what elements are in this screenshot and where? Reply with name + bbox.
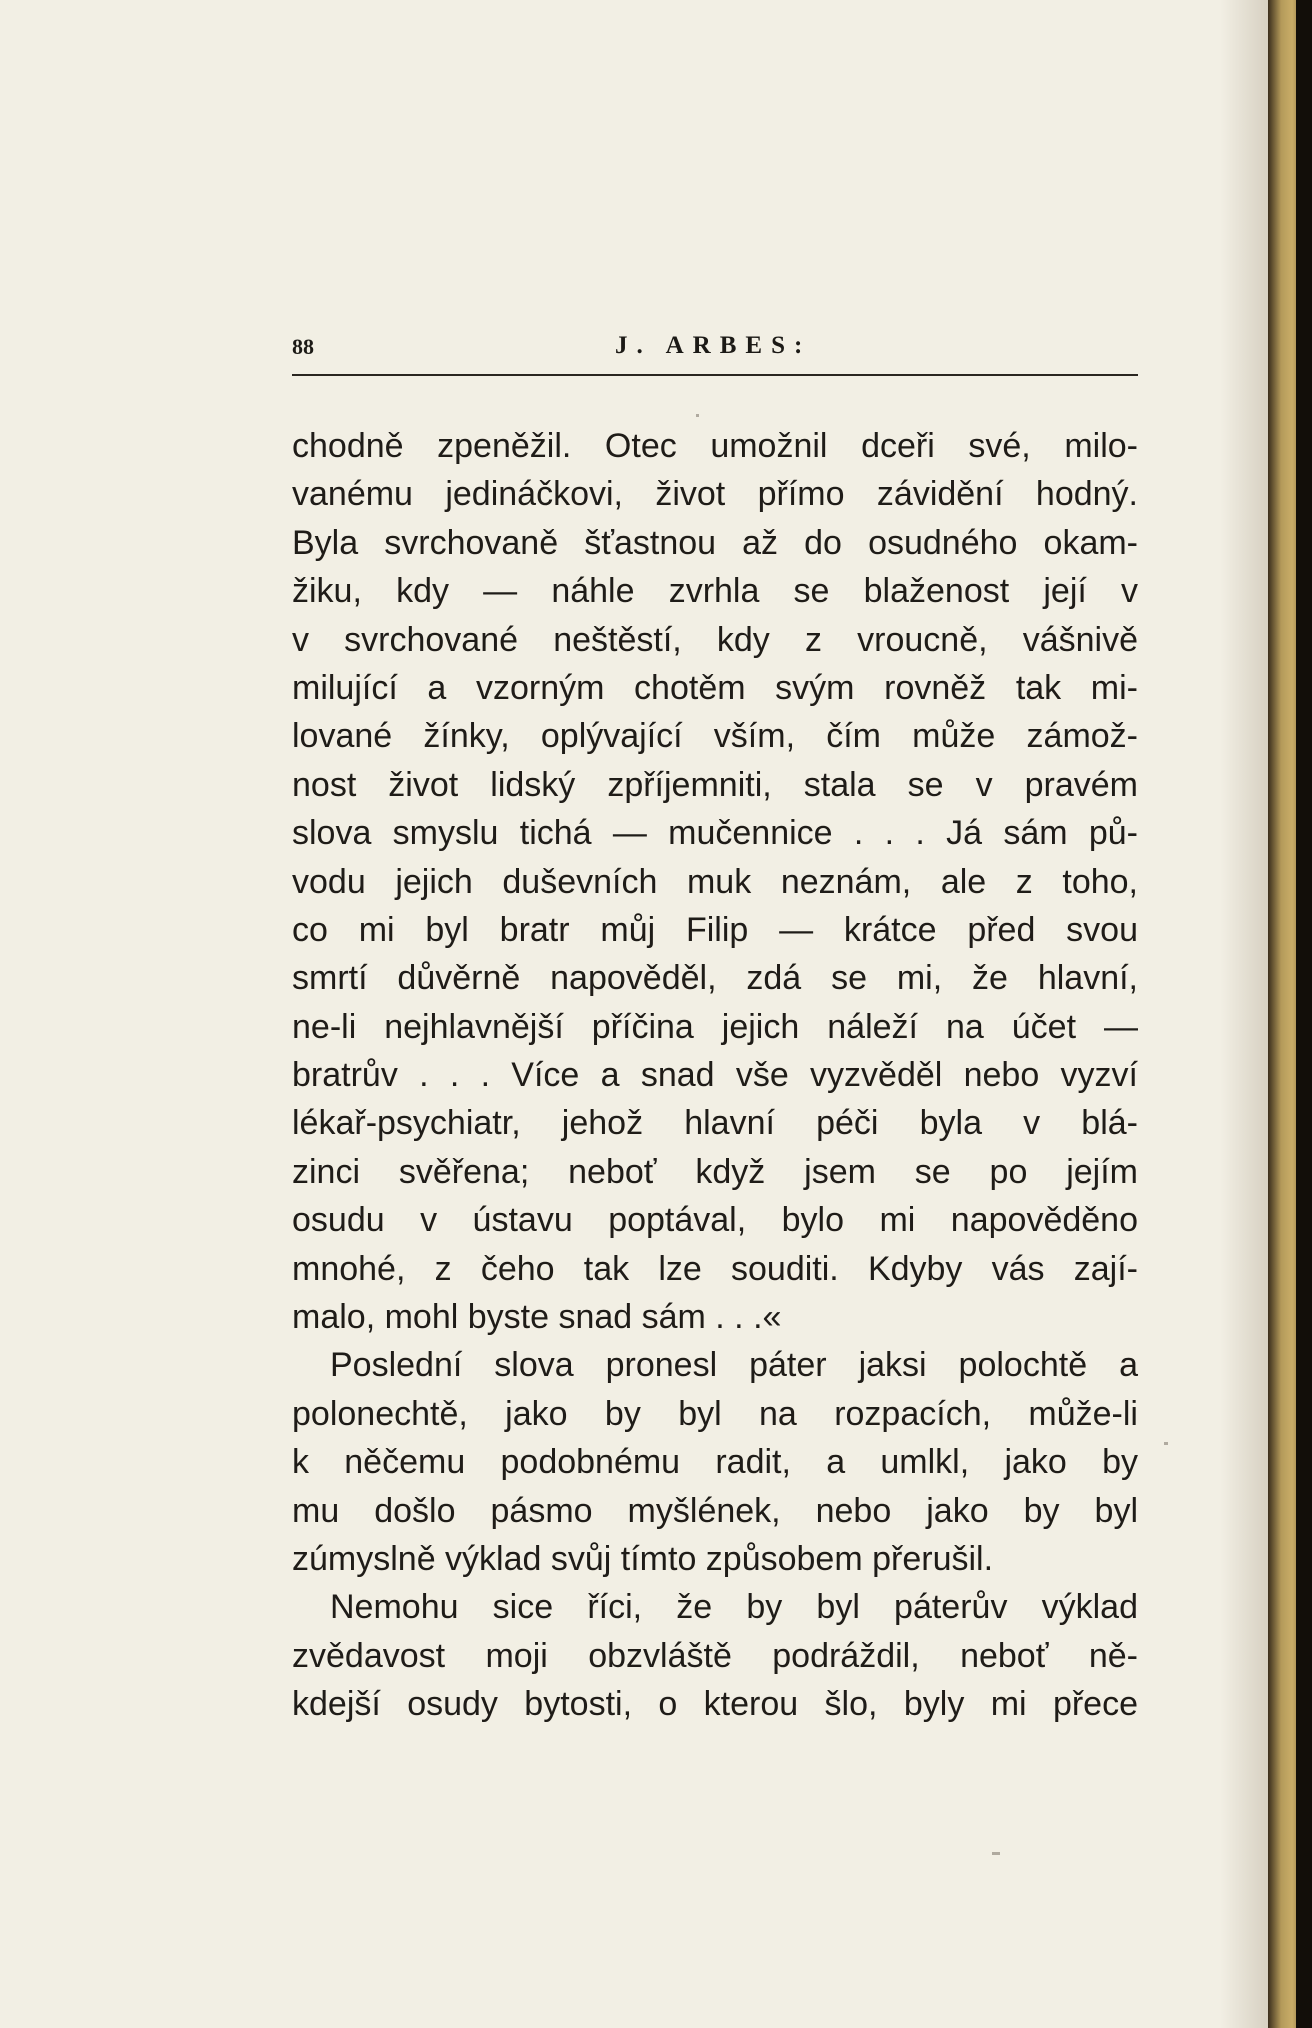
text-line: Byla svrchovaně šťastnou až do osudného okam- xyxy=(292,523,1138,562)
text-line: ne-li nejhlavnější příčina jejich náleží na účet — xyxy=(292,1007,1138,1046)
text-line: Poslední slova pronesl páter jaksi polochtě a xyxy=(330,1346,1138,1385)
paper-speck xyxy=(1164,1442,1168,1445)
text-line: žiku, kdy — náhle zvrhla se blaženost její v xyxy=(292,572,1138,611)
page-number: 88 xyxy=(292,334,314,359)
text-line: zúmyslně výklad svůj tímto způsobem přerušil. xyxy=(292,1539,994,1578)
body-text xyxy=(292,422,1138,1729)
text-line: vodu jejich duševních muk neznám, ale z toho, xyxy=(292,862,1138,901)
text-line: zinci svěřena; neboť když jsem se po jejím xyxy=(292,1152,1138,1191)
paper-speck xyxy=(992,1852,1000,1855)
header-rule xyxy=(292,374,1138,376)
page-gutter-shadow xyxy=(1220,0,1268,2028)
text-line: milující a vzorným chotěm svým rovněž tak mi- xyxy=(292,668,1138,707)
text-line: mnohé, z čeho tak lze souditi. Kdyby vás zají- xyxy=(292,1249,1138,1288)
text-line: v svrchované neštěstí, kdy z vroucně, vášnivě xyxy=(292,620,1138,659)
text-line: nost život lidský zpříjemniti, stala se v pravém xyxy=(292,765,1138,804)
book-spine-shadow xyxy=(1296,0,1312,2028)
text-line: vanému jedináčkovi, život přímo závidění hodný. xyxy=(292,475,1138,514)
page-header xyxy=(292,328,1138,374)
text-line: chodně zpeněžil. Otec umožnil dceři své, milo- xyxy=(292,427,1138,465)
text-line: slova smyslu tichá — mučennice . . . Já sám pů- xyxy=(292,814,1138,853)
text-line: osudu v ústavu poptával, bylo mi napověděno xyxy=(292,1201,1138,1240)
text-line: k něčemu podobnému radit, a umlkl, jako by xyxy=(292,1443,1138,1482)
text-line: zvědavost moji obzvláště podráždil, neboť ně- xyxy=(292,1636,1138,1675)
text-line: bratrův . . . Více a snad vše vyzvěděl nebo vyzví xyxy=(292,1056,1138,1095)
text-line: Nemohu sice říci, že by byl páterův výklad xyxy=(330,1588,1138,1627)
text-line: mu došlo pásmo myšlének, nebo jako by byl xyxy=(292,1491,1138,1530)
text-line: kdejší osudy bytosti, o kterou šlo, byly mi přece xyxy=(292,1685,1138,1724)
text-line: lékař-psychiatr, jehož hlavní péči byla v blá- xyxy=(292,1104,1138,1143)
text-line: malo, mohl byste snad sám . . .« xyxy=(292,1298,782,1337)
text-line: polonechtě, jako by byl na rozpacích, může-li xyxy=(292,1394,1138,1433)
paper-speck xyxy=(696,414,699,417)
text-line: smrtí důvěrně napověděl, zdá se mi, že hlavní, xyxy=(292,959,1138,998)
running-head: J. ARBES: xyxy=(615,332,812,359)
text-line: co mi byl bratr můj Filip — krátce před svou xyxy=(292,910,1138,949)
text-line: lované žínky, oplývající vším, čím může zámož- xyxy=(292,717,1138,756)
